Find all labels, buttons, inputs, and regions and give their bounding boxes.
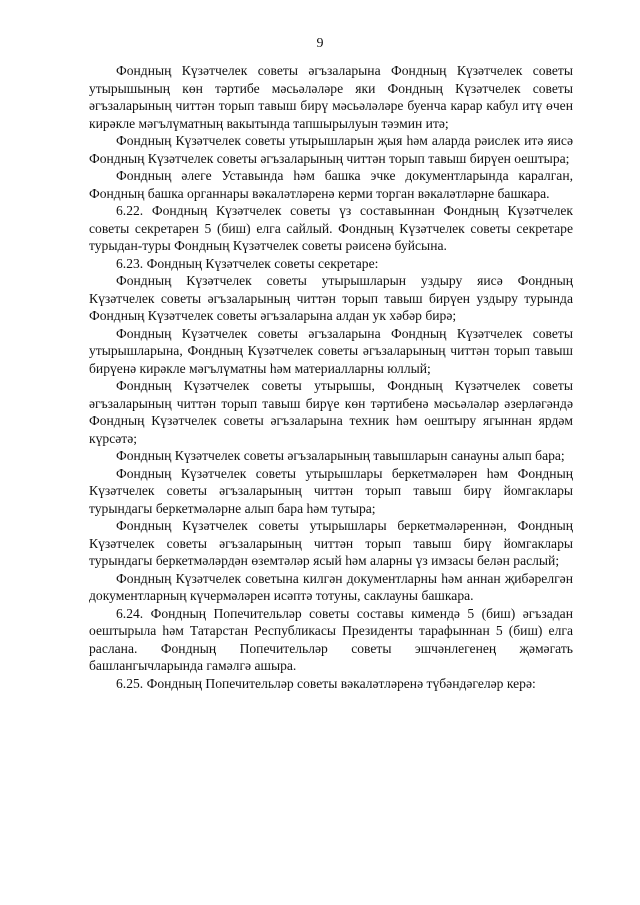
paragraph: Фондның Күзәтчелек советы утырышлары беркетмәләреннән, Фондның Күзәтчелек советы әгъзаларының читтән торып тавыш бирү йомгаклары турындагы беркетмәләрдән өземтәләр ясый һәм аларны үз имзасы белән раслый; — [89, 518, 573, 568]
paragraph: 6.24. Фондның Попечительләр советы составы кимендә 5 (биш) әгъзадан оештырыла һәм Татарстан Республикасы Президенты тарафыннан 5 (биш) елга раслана. Фондның Попечительләр советы эшчәнлегенең җәмәгать башлангычларында гамәлгә ашыра. — [89, 605, 573, 673]
paragraph: 6.22. Фондның Күзәтчелек советы үз составыннан Фондның Күзәтчелек советы секретарен 5 (биш) елга сайлый. Фондның Күзәтчелек советы секретаре турыдан-туры Фондның Күзәтчелек советы рәисенә буйсына. — [89, 203, 573, 253]
paragraph: 6.23. Фондның Күзәтчелек советы секретаре: — [116, 255, 379, 271]
page-number: 9 — [316, 36, 324, 51]
paragraph: 6.25. Фондның Попечительләр советы вәкаләтләренә түбәндәгеләр керә: — [116, 675, 536, 691]
paragraph: Фондның Күзәтчелек советы әгъзаларына Фондның Күзәтчелек советы утырышының көн тәртибе мәсьәләләре яки Фондның Күзәтчелек советы әгъзаларының читтән торып тавыш бирү мәсьәләләре буенча карар кабул итү өчен кирәкле мәгълүматның вакытында тапшырылуын тәэмин итә; — [89, 63, 573, 131]
paragraph: Фондның әлеге Уставында һәм башка эчке документларында каралган, Фондның башка органнары вәкаләтләренә керми торган вәкаләтләрне башкара. — [89, 168, 573, 201]
document-body — [89, 62, 573, 692]
paragraph: Фондның Күзәтчелек советы утырышы, Фондның Күзәтчелек советы әгъзаларының читтән торып тавыш бирүе көн тәртибенә мәсьәләләр әзерләгәндә Фондның Күзәтчелек советы әгъзаларына техник һәм оештыру ягыннан ярдәм күрсәтә; — [89, 378, 573, 446]
paragraph: Фондның Күзәтчелек советына килгән документларны һәм аннан җибәрелгән документларның күчермәләрен исәптә тотуны, саклауны башкара. — [89, 570, 573, 603]
paragraph: Фондның Күзәтчелек советы әгъзаларына Фондның Күзәтчелек советы утырышларына, Фондның Күзәтчелек советы әгъзаларының читтән торып тавыш бирүенә кирәкле мәгълүматны һәм материалларны юллый; — [89, 325, 573, 376]
paragraph: Фондның Күзәтчелек советы утырышларын уздыру яисә Фондның Күзәтчелек советы әгъзаларының читтән торып тавыш бирүен уздыру турында Фондның Күзәтчелек советы әгъзаларына алдан ук хәбәр бирә; — [89, 273, 573, 323]
paragraph: Фондның Күзәтчелек советы утырышларын җыя һәм аларда рәислек итә яисә Фондның Күзәтчелек советы әгъзаларының читтән торып тавыш бирүен оештыра; — [89, 133, 573, 166]
paragraph: Фондның Күзәтчелек советы утырышлары беркетмәләрен һәм Фондның Күзәтчелек советы әгъзаларының читтән торып тавыш бирү йомгаклары турындагы беркетмәләрне алып бара һәм тутыра; — [89, 465, 573, 516]
paragraph: Фондның Күзәтчелек советы әгъзаларының тавышларын санауны алып бара; — [116, 448, 565, 463]
